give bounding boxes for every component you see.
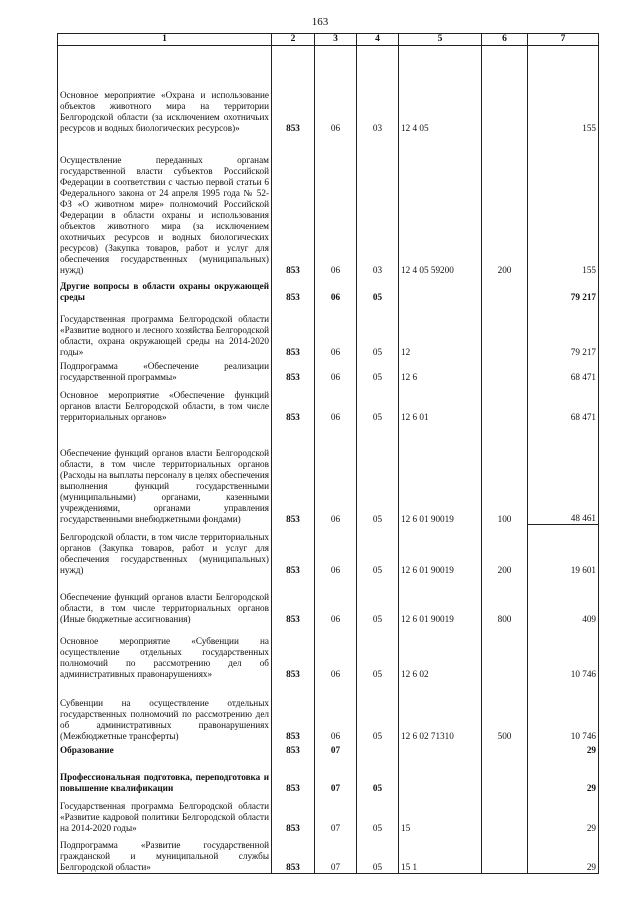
expense-type-code: 200	[482, 134, 528, 276]
expense-type-code	[482, 625, 528, 680]
row-description: Профессиональная подготовка, переподготовка и повышение квалификации	[58, 756, 272, 794]
column-header: 5	[399, 34, 482, 46]
section-code: 06	[315, 625, 357, 680]
amount: 10 746	[528, 625, 599, 680]
admin-code: 853	[272, 383, 315, 423]
column-header: 6	[482, 34, 528, 46]
subsection-code: 03	[357, 46, 399, 134]
section-code: 07	[315, 834, 357, 874]
subsection-code: 05	[357, 834, 399, 874]
table-row	[58, 134, 599, 276]
admin-code: 853	[272, 525, 315, 576]
table-row	[58, 834, 599, 874]
row-description: Образование	[58, 742, 272, 756]
budget-table	[57, 33, 599, 874]
column-header: 7	[528, 34, 599, 46]
target-article-code: 12 6 02	[399, 625, 482, 680]
expense-type-code: 100	[482, 423, 528, 525]
row-description: Государственная программа Белгородской области «Развитие кадровой политики Белгородской области на 2014-2020 годы»	[58, 794, 272, 834]
amount: 79 217	[528, 276, 599, 303]
expense-type-code: 200	[482, 525, 528, 576]
subsection-code: 05	[357, 625, 399, 680]
expense-type-code	[482, 756, 528, 794]
amount: 29	[528, 756, 599, 794]
admin-code: 853	[272, 276, 315, 303]
row-description: Обеспечение функций органов власти Белгородской области, в том числе территориальных органов (Иные бюджетные ассигнования)	[58, 576, 272, 625]
expense-type-code	[482, 276, 528, 303]
amount: 409	[528, 576, 599, 625]
expense-type-code: 500	[482, 680, 528, 742]
row-description: Основное мероприятие «Субвенции на осуществление отдельных государственных полномочий по рассмотрению дел об административных правонарушениях»	[58, 625, 272, 680]
subsection-code: 05	[357, 756, 399, 794]
column-header: 1	[58, 34, 272, 46]
expense-type-code	[482, 303, 528, 358]
section-code: 06	[315, 303, 357, 358]
table-row	[58, 303, 599, 358]
row-description: Подпрограмма «Обеспечение реализации государственной программы»	[58, 358, 272, 383]
table-row	[58, 576, 599, 625]
target-article-code: 12 4 05 59200	[399, 134, 482, 276]
expense-type-code	[482, 742, 528, 756]
admin-code: 853	[272, 576, 315, 625]
target-article-code: 12 6 01 90019	[399, 576, 482, 625]
section-code: 06	[315, 276, 357, 303]
row-description: Субвенции на осуществление отдельных государственных полномочий по рассмотрению дел об административных правонарушениях (Межбюджетные трансферты)	[58, 680, 272, 742]
subsection-code: 05	[357, 794, 399, 834]
amount: 10 746	[528, 680, 599, 742]
target-article-code: 12 4 05	[399, 46, 482, 134]
subsection-code: 05	[357, 358, 399, 383]
table-row	[58, 358, 599, 383]
section-code: 06	[315, 525, 357, 576]
amount: 79 217	[528, 303, 599, 358]
table-row	[58, 423, 599, 525]
admin-code: 853	[272, 625, 315, 680]
table-row	[58, 525, 599, 576]
admin-code: 853	[272, 423, 315, 525]
admin-code: 853	[272, 134, 315, 276]
table-header-row	[58, 34, 599, 46]
admin-code: 853	[272, 834, 315, 874]
subsection-code: 05	[357, 680, 399, 742]
amount: 29	[528, 742, 599, 756]
subsection-code: 05	[357, 423, 399, 525]
target-article-code: 12 6 01 90019	[399, 423, 482, 525]
section-code: 07	[315, 742, 357, 756]
amount: 68 471	[528, 358, 599, 383]
subsection-code: 05	[357, 525, 399, 576]
section-code: 06	[315, 576, 357, 625]
expense-type-code	[482, 794, 528, 834]
row-description: Другие вопросы в области охраны окружающей среды	[58, 276, 272, 303]
subsection-code	[357, 742, 399, 756]
target-article-code: 12 6 02 71310	[399, 680, 482, 742]
admin-code: 853	[272, 303, 315, 358]
row-description: Белгородской области, в том числе территориальных органов (Закупка товаров, работ и услуг для обеспечения государственных (муниципальных) нужд)	[58, 525, 272, 576]
expense-type-code: 800	[482, 576, 528, 625]
section-code: 06	[315, 383, 357, 423]
row-description: Основное мероприятие «Обеспечение функций органов власти Белгородской области, в том числе территориальных органов»	[58, 383, 272, 423]
target-article-code	[399, 742, 482, 756]
amount: 68 471	[528, 383, 599, 423]
table-row	[58, 383, 599, 423]
section-code: 07	[315, 756, 357, 794]
admin-code: 853	[272, 756, 315, 794]
table-row	[58, 46, 599, 134]
section-code: 06	[315, 134, 357, 276]
admin-code: 853	[272, 46, 315, 134]
expense-type-code	[482, 358, 528, 383]
page-number: 163	[311, 16, 329, 28]
target-article-code: 12 6	[399, 358, 482, 383]
section-code: 06	[315, 358, 357, 383]
row-description: Осуществление переданных органам государственной власти субъектов Российской Федерации в соответствии с частью первой статьи 6 Федерального закона от 24 апреля 1995 года № 52-ФЗ «О животном мире» полномочий Российской Федерации в области охраны и использования объектов животного мира (за исключением охотничьих ресурсов и водных биологических ресурсов) (Закупка товаров, работ и услуг для обеспечения государственных (муниципальных) нужд)	[58, 134, 272, 276]
target-article-code	[399, 756, 482, 794]
amount: 48 461	[528, 423, 599, 525]
amount: 155	[528, 134, 599, 276]
column-header: 2	[272, 34, 315, 46]
target-article-code: 15 1	[399, 834, 482, 874]
admin-code: 853	[272, 794, 315, 834]
admin-code: 853	[272, 358, 315, 383]
subsection-code: 05	[357, 276, 399, 303]
amount: 19 601	[528, 525, 599, 576]
admin-code: 853	[272, 680, 315, 742]
expense-type-code	[482, 383, 528, 423]
table-row	[58, 625, 599, 680]
subsection-code: 03	[357, 134, 399, 276]
expense-type-code	[482, 834, 528, 874]
section-code: 07	[315, 794, 357, 834]
section-code: 06	[315, 46, 357, 134]
row-description: Государственная программа Белгородской области «Развитие водного и лесного хозяйства Белгородской области, охрана окружающей среды на 2014-2020 годы»	[58, 303, 272, 358]
admin-code: 853	[272, 742, 315, 756]
target-article-code	[399, 276, 482, 303]
table-row	[58, 742, 599, 756]
table-row	[58, 756, 599, 794]
target-article-code: 15	[399, 794, 482, 834]
section-code: 06	[315, 423, 357, 525]
amount: 29	[528, 794, 599, 834]
section-code: 06	[315, 680, 357, 742]
row-description: Подпрограмма «Развитие государственной гражданской и муниципальной службы Белгородской области»	[58, 834, 272, 874]
target-article-code: 12 6 01	[399, 383, 482, 423]
table-row	[58, 276, 599, 303]
table-row	[58, 680, 599, 742]
target-article-code: 12 6 01 90019	[399, 525, 482, 576]
target-article-code: 12	[399, 303, 482, 358]
column-header: 4	[357, 34, 399, 46]
amount: 29	[528, 834, 599, 874]
row-description: Обеспечение функций органов власти Белгородской области, в том числе территориальных органов (Расходы на выплаты персоналу в целях обеспечения выполнения функций государственными (муниципальными) органами, казенными учреждениями, органами управления государственными внебюджетными фондами)	[58, 423, 272, 525]
table-row	[58, 794, 599, 834]
subsection-code: 05	[357, 303, 399, 358]
row-description: Основное мероприятие «Охрана и использование объектов животного мира на территории Белгородской области (за исключением охотничьих ресурсов и водных биологических ресурсов)»	[58, 46, 272, 134]
expense-type-code	[482, 46, 528, 134]
column-header: 3	[315, 34, 357, 46]
subsection-code: 05	[357, 576, 399, 625]
amount: 155	[528, 46, 599, 134]
subsection-code: 05	[357, 383, 399, 423]
